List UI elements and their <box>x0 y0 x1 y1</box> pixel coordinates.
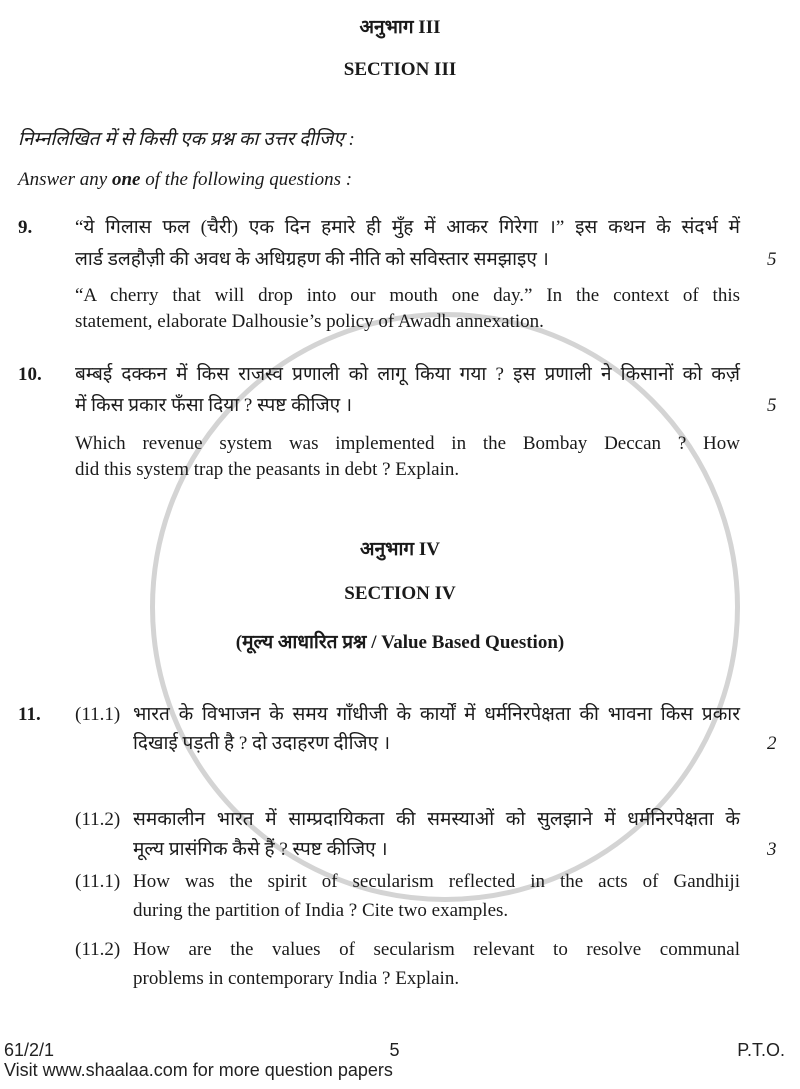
q11-1-hindi-line-1: भारत के विभाजन के समय गाँधीजी के कार्यों में धर्मनिरपेक्षता की भावना किस प्रकार <box>133 704 740 725</box>
q10-english-line-1: Which revenue system was implemented in the Bombay Deccan ? How <box>75 433 740 454</box>
q11-2-marks: 3 <box>767 839 777 860</box>
question-10 <box>18 363 800 418</box>
page-number: 5 <box>389 1040 400 1060</box>
visit-link[interactable]: Visit www.shaalaa.com for more question papers <box>4 1060 393 1080</box>
q11-2-label: (11.2) <box>75 809 121 830</box>
q11-2-english-line-1: How are the values of secularism relevant to resolve communal <box>133 939 740 960</box>
question-11-1 <box>18 703 800 756</box>
q11-2-english-label: (11.2) <box>75 939 121 960</box>
instruction-english: Answer any one of the following questions : <box>18 169 353 190</box>
q11-1-marks: 2 <box>767 733 777 754</box>
q11-2-hindi-line-1: समकालीन भारत में साम्प्रदायिकता की समस्याओं को सुलझाने में धर्मनिरपेक्षता के <box>133 809 740 830</box>
paper-code: 61/2/1 <box>4 1040 55 1060</box>
instruction-hindi: निम्नलिखित में से किसी एक प्रश्न का उत्तर दीजिए : <box>18 129 355 150</box>
q11-2-english-line-2: problems in contemporary India ? Explain. <box>133 968 460 989</box>
section-4-hindi-title: अनुभाग IV <box>360 539 440 560</box>
q9-marks: 5 <box>767 249 777 270</box>
q10-marks: 5 <box>767 395 777 416</box>
section-3-hindi-title: अनुभाग III <box>359 17 441 38</box>
q9-english-line-1: “A cherry that will drop into our mouth one day.” In the context of this <box>75 285 740 306</box>
q11-2-hindi-line-2: मूल्य प्रासंगिक कैसे हैं ? स्पष्ट कीजिए । <box>133 839 388 860</box>
q11-1-english-line-1: How was the spirit of secularism reflected in the acts of Gandhiji <box>133 871 740 892</box>
q9-hindi-line-2: लार्ड डलहौज़ी की अवध के अधिग्रहण की नीति को सविस्तार समझाइए । <box>75 249 549 270</box>
question-11-1-english <box>18 870 800 923</box>
q11-1-english-line-2: during the partition of India ? Cite two examples. <box>133 900 509 921</box>
question-11-2-english <box>18 938 800 991</box>
question-number-10: 10. <box>18 364 42 385</box>
question-number-9: 9. <box>18 217 33 238</box>
q9-hindi-line-1: “ये गिलास फल (चैरी) एक दिन हमारे ही मुँह में आकर गिरेगा ।” इस कथन के संदर्भ में <box>75 217 740 238</box>
q11-1-label: (11.1) <box>75 704 121 725</box>
section-3-title: SECTION III <box>343 59 457 80</box>
page-footer <box>0 1040 800 1060</box>
q11-1-english-label: (11.1) <box>75 871 121 892</box>
section-4-title: SECTION IV <box>344 583 456 604</box>
question-11-2 <box>18 808 800 862</box>
question-10-english <box>18 432 800 482</box>
question-9 <box>18 216 800 272</box>
q10-english-line-2: did this system trap the peasants in debt ? Explain. <box>75 459 460 480</box>
pto-label: P.T.O. <box>737 1040 785 1060</box>
question-9-english <box>18 284 800 334</box>
q10-hindi-line-1: बम्बई दक्कन में किस राजस्व प्रणाली को लागू किया गया ? इस प्रणाली ने किसानों को कर्ज़ <box>75 364 740 385</box>
q11-1-hindi-line-2: दिखाई पड़ती है ? दो उदाहरण दीजिए । <box>133 733 391 754</box>
section-4-subtitle: (मूल्य आधारित प्रश्न / Value Based Question) <box>235 632 565 653</box>
q10-hindi-line-2: में किस प्रकार फँसा दिया ? स्पष्ट कीजिए । <box>75 395 353 416</box>
q9-english-line-2: statement, elaborate Dalhousie’s policy of Awadh annexation. <box>75 311 544 332</box>
question-number-11: 11. <box>18 704 41 725</box>
